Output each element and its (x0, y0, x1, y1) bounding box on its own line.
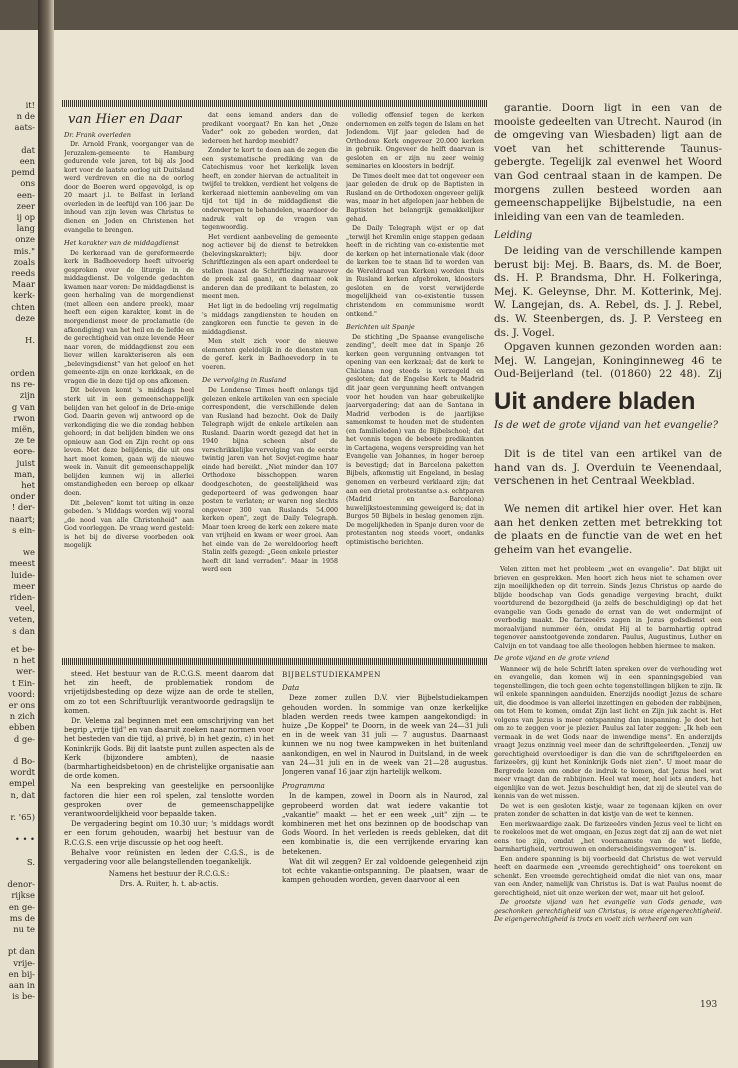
paragraph: Dit is de titel van een artikel van de hand van ds. J. Overduin te Veenendaal, verschenen in het Centraal Weekblad. (494, 448, 722, 488)
intro-text-2 (494, 503, 722, 561)
column-right-top (494, 102, 722, 382)
paragraph: Deze zomer zullen D.V. vier Bijbelstudiekampen gehouden worden. In sommige van onze kerkelijke bladen werden reeds twee kampen aangekondigd: in huize „De Koppel" te Doorn, in de week van 24—31 juli en in de week van 31 juli — 7 augustus. Daarnaast kunnen we nu nog twee kampweken in het buitenland aankondigen, en wel in Naurod in Duitsland, in de week van 24—31 juli en in de week van 21—28 augustus. Jongeren vanaf 16 jaar zijn hartelijk welkom. (282, 694, 488, 777)
paragraph: Wanneer wij de hele Schrift laten spreken over de verhouding wet en evangelie, dan komen wij in een spanningsgebied van tegenstellingen, die toch geen echte tegenstellingen blijken te zijn. Ik wil enkele spanningen aanduiden. Enerzijds noodigt Jezus de schare uit, die doodmoe is van allerlei inzettingen en geboden der rabbijnen, om tot Hem te komen, omdat Zijn last licht en Zijn juk zacht is. Het volgens van Jezus is meer ontspanning dan inspanning. Je doet het om zo te zeggen voor je plezier. Paulus zal later zeggen: „Ik heb een vermaak in de wet Gods naar de inwendige mens". En anderzijds vraagt Jezus onzinnig veel meer dan de schriftgeleerden. „Tenzij uw gerechtigheid overvloediger is dan die van de schriftgeleerden en farizeeërs, gij kunt het Koninkrijk Gods niet zien". U moet maar de Bergrede lezen om onder de indruk te komen, dat Jezus heel wat meer vraagt dan de rabbijnen. Heel wat meer, heel iets anders, het eigenlijke van de wet. Jezus beschuldigt hen, dat zij de sleutel van de kennis van de wet missen. (494, 664, 722, 800)
paragraph: garantie. Doorn ligt in een van de mooiste gedeelten van Utrecht. Naurod (in de omgeving van Wiesbaden) ligt aan de voet van het schitterende Taunus-gebergte. Tegelijk zal evenwel het Woord van God centraal staan in de kampen. De morgens zullen besteed worden aan gemeenschappelijke Bijbelstudie, na een inleiding van een van de teamleden. (494, 102, 722, 223)
magazine-page (54, 30, 738, 1068)
paragraph: De Londense Times heeft onlangs tijd gelezen enkele artikelen van een speciale correspondent, die verschillende delen van Rusland had bezocht. Ook de Daily Telegraph wijdt de enkele artikelen aan Rusland. Daarin wordt gezegd dat het in 1940 bijna scheen alsof de verschrikkelijke vervolging van de eerste twintig jaren van het Sovjet-regime haar einde had bereikt. „Niet minder dan 107 Orthodoxe bisschoppen waren doodgeschoten, de geestelijkheid was gedeporteerd of was gedwongen haar posten te verlaten; er waren nog slechts ongeveer 300 van Ruslands 54.000 kerken open", zegt de Daily Telegraph. Maar toen kreeg de kerk een zekere mate van vrijheid en kwam er weer groei. Aan het einde van de 2e wereldoorlog heeft Stalin zelfs gezegd: „Geen enkele priester heeft dit land verraden". Maar in 1958 werd een (202, 386, 338, 574)
heading-spanje: Berichten uit Spanje (346, 323, 415, 332)
paragraph: De wet is een gesloten kistje, waar ze tegenaan kijken en over praten zonder de schatten in dat kistje van de wet te kennen. (494, 801, 722, 818)
column-title: van Hier en Daar (68, 112, 182, 127)
heading-programma: Programma (282, 781, 325, 791)
paragraph: Wat dit wil zeggen? Er zal voldoende gelegenheid zijn tot echte vakantie-ontspanning. De plaatsen, waar de kampen gehouden worden, geven daarvoor al een (282, 857, 488, 885)
prev-fragment-lower: et be- n het wer- t Ein- voord: er ons n zich ebben d ge- d Bo- wordt empel n, dat r. '65) • • • S. denor- rijkse en ge- ms de nu te pt dan vrije- en bij- aan in is be- (7, 644, 35, 1002)
paragraph: We nemen dit artikel hier over. Het kan aan het denken zetten met betrekking tot de plaats en de functie van de wet en het geheim van het evangelie. (494, 503, 722, 556)
paragraph: Het verdient aanbeveling de gemeente nog actiever bij de dienst te betrekken (belevingskarakter); bijv. door Schriftlezingen als een apart onderdeel te stellen (naast de Schriftlezing waarover de preek zal gaan), en daarnaar ook anderen dan de predikant te belasten, zo meent men. (202, 233, 338, 301)
paragraph: Dr. Velema zal beginnen met een omschrijving van het begrip „vrije tijd" en van daaruit zoeken naar normen voor het besteden van die tijd, a) privé, b) in het gezin, c) in het Koninkrijk Gods. Bij dit laatste punt zullen aspecten als de Kerk (bijzondere ambten), de naasie (barmhartigheidsbetoon) en de christelijke organisatie aan de orde komen. (64, 717, 274, 781)
paragraph: volledig offensief tegen de kerken ondernomen en zelfs tegen de Islam en het Jodendom. Vijf jaar geleden had de Orthodoxe Kerk ongeveer 20.000 kerken in gebruik. Ongeveer de helft daarvan is gesloten en er zijn nu zeer weinig seminaries en kloosters in bedrijf. (346, 112, 484, 171)
paragraph: Velen zitten met het probleem „wet en evangelie". Dat blijkt uit brieven en gesprekken. Men hoort zich heus niet te schamen over zijn moeilijkheden op dit terrein. Sinds Jezus Christus op aarde de blijde boodschap van Gods genadige vergeving bracht, duikt voortdurend de bezorgdheid (ja zelfs de beschuldiging) op dat het evangelie van Gods genade de ernst van de wet ondermijnt of overbodig maakt. De farizeeërs zagen in Jezus godsdienst een moraalvijand nummer één, omdat Hij al te barmhartig optrad tegenover aanstootgevende zondaren. Paulus, Augustinus, Luther en Calvijn en tot vandaag toe alle theologen hebben hiermee te maken. (494, 565, 722, 650)
paragraph: Een andere spanning is bij voorbeeld dat Christus de wet vervuld heeft en daarmede een „vreemde gerechtigheid" ons toerekent en schenkt. Een vreemde gerechtigheid omdat die niet van ons, maar van een Ander, namelijk van Christus is. Dat is wat Paulus noemt de gerechtigheid, niet uit onze werken der wet, maar uit het geloof. (494, 854, 722, 897)
paragraph: Behalve voor reünisten en leden der C.G.S., is de vergadering voor alle belangstellenden toegankelijk. (64, 848, 274, 867)
heading-rusland: De vervolging in Rusland (202, 376, 287, 385)
paragraph: Een merkwaardige zaak. De farizeeërs vinden Jezus veel te licht en te roekeloos met de wet omgaan, en Jezus zegt dat zij aan de wet niet eens toe zijn, omdat „het voornaamste van de wet liefde, barmhartigheid, vertrouwen en onderscheidingsvermogen" is. (494, 819, 722, 853)
signature-line: Namens het bestuur der R.C.G.S.: (108, 870, 230, 879)
prev-fragment-top: it! n de aats- dat een pemd ons een- zeer ij op lang onze mis." zoals reeds Maar kerk- chten deze H. (11, 100, 35, 346)
section-deck: Is de wet de grote vijand van het evangelie? (494, 420, 718, 431)
heading-data: Data (282, 683, 300, 693)
heading-middagdienst: Het karakter van de middagdienst (64, 239, 179, 248)
heading-dr-frank: Dr. Frank overleden (64, 130, 132, 139)
prev-fragment-middle: orden ns re- zijn g van rwon miën, ze te eore- juist man, het onder ! der- naart; s ein- we meest luide- meer riden- veel, veten, s dan (8, 368, 35, 636)
page-number: 193 (700, 1000, 718, 1010)
paragraph: De vergadering begint om 10.30 uur; 's middags wordt er een forum gehouden, waarbij het bestuur van de R.C.G.S. een vrije discussie op het oog heeft. (64, 820, 274, 847)
paragraph: Men stelt zich voor de nieuwe elementen geleidelijk in de diensten van de geref. kerk in Badhoevedorp in te voeren. (202, 338, 338, 371)
heading-leiding: Leiding (494, 230, 533, 242)
paragraph: De Daily Telegraph wijst er op dat „terwijl het Kremlin enige stappen gedaan heeft in de richting van co-existentie met de kerken op het internationale vlak (door de kerken toe te staan lid te worden van de Wereldraad van Kerken) worden thuis in Rusland kerken afgebroken, kloosters gesloten en de vorst verwijderde mogelijkheid van co-existentie tussen christendom en communisme wordt ontkend." (346, 225, 484, 318)
paragraph: Na een bespreking van geestelijke en persoonlijke factoren die hier een rol spelen, zal tenslotte worden gesproken over de gemeenschappelijke verantwoordelijkheid voor bepaalde taken. (64, 782, 274, 819)
article-title: BIJBELSTUDIEKAMPEN (282, 670, 381, 679)
column-rcgs (64, 670, 274, 1000)
signature-name: Drs. A. Ruiter, h. t. ab-actis. (119, 880, 219, 889)
paragraph: De leiding van de verschillende kampen berust bij: Mej. B. Baars, ds. M. de Boer, ds. H. P. Brandsma, Dhr. H. Folkeringa, Mej. K. Geleynse, Dhr. M. Kotterink, Mej. W. Langejan, ds. A. Rebel, ds. J. J. Rebel, ds. W. Steenbergen, ds. J. P. Versteeg en ds. J. Vogel. (494, 244, 722, 339)
paragraph: dat eens iemand anders dan de predikant voorgaat? En kan het „Onze Vader" ook zo gebeden worden, dat iedereen het hardop meebidt? (202, 112, 338, 145)
column-two (202, 112, 338, 702)
paragraph: Opgaven kunnen gezonden worden aan: Mej. W. Langejan, Koninginneweg 46 te Oud-Beijerland (tel. (01860) 22 48). Zij (494, 341, 722, 381)
paragraph: Dit beleven komt 's middags heel sterk uit in een gemeenschappelijk belijden van het geloof in de Drie-enige God. Daarin geven wij antwoord op de verkondiging die we die zondag hebben gehoord; in dat belijden binden we ons opnieuw aan God en Zijn recht op ons leven. Met deze belijdenis, die uit ons hart moet komen, gaan wij de nieuwe week in. Vanuit dit gemeenschappelijk belijden kunnen wij in allerlei omstandigheden een beroep op elkaar doen. (64, 387, 194, 497)
paragraph: Het ligt in de bedoeling vrij regelmatig 's middags zangdiensten te houden en zangkoren een functie te geven in de middagdienst. (202, 303, 338, 336)
column-three (346, 112, 484, 702)
paragraph: Dr. Arnold Frank, voorganger van de Jeruzalem-gemeente te Hamburg gedurende vele jaren, tot bij als Jood kort voor de laatste oorlog uit Duitsland werd verdreven en die na de oorlog door de Boeren werd opgevolgd, is op 20 maart j.l. te Belfast in Ierland overleden in de leeftijd van 106 jaar. De inhoud van zijn leven was Christus te dienen en Joden en Christenen het evangelie te brengen. (64, 141, 194, 234)
paragraph: steed. Het bestuur van de R.C.G.S. meent daarom dat het zin heeft, de problematiek rondom de vrijetijdsbesteding op deze wijze aan de orde te stellen, om zo tot een Schriftuurlijk verantwoorde gedragslijn te komen. (64, 670, 274, 715)
paragraph: De stichting „De Spaanse evangelische zending", deelt mee dat in Spanje 26 kerken geen vergunning ontvangen tot opening van een kerkzaal; dat de kerk te Chiclana nog steeds is verzegeld en gesloten; dat de Engelse Kerk te Madrid dit jaar geen vergunning heeft ontvangen voor het houden van haar gebruikelijke jaarvergadering; dat aan de Santana in Madrid verboden is de jaarlijkse samenkomst te houden met de studenten (en familieleden) van de Bijbelschool; dat het vonnis tegen de beboete predikanten in Cartagena, wegens verspreiding van het Evangelie van Johannes, in hoger beroep is bevestigd; dat in Barcelona paketten Bijbels, afkomstig uit Engeland, in beslag genomen en verbeurd verklaard zijn; dat aan een drietal protestantse a.s. echtparen (Madrid en Barcelona) huwelijkstoestemming geweigerd is; dat in Burgos 50 Bijbels in beslag genomen zijn. De mogelijkheden in Spanje duren voor de protestanten nog steeds voort, ondanks optimistische berichten. (346, 333, 484, 546)
column-bijbelstudiekampen (282, 666, 488, 1006)
paragraph: In de kampen, zowel in Doorn als in Naurod, zal geprobeerd worden dat wat iedere vakantie tot „vakantie" maakt — het er een week „uit" zijn — te kombineren met het ons bezinnen op de boodschap van Gods Woord. In het verleden is reeds gebleken, dat dit een kombinatie is, die een verrijkende ervaring kan betekenen. (282, 792, 488, 856)
paragraph: De kerkeraad van de gereformeerde kerk in Badhoevedorp heeft uitvoerig gesproken over de liturgie in de middagdienst. De volgende gedachten kwamen naar voren: De middagdienst is geen herhaling van de morgendienst (met alleen een andere preek), maar heeft een eigen karakter, komt in de morgendienst meer de proclamatie (de afkondiging) van het heil en de liefde en de gerechtigheid van onze levende Heer naar voren, de middagdienst zou een liever willen karakteriseren als een „belevingsdienst" van het geloof en het gemeente-zijn en onze kerkkaak, en de vragen die in deze tijd op ons afkomen. (64, 249, 194, 385)
paragraph: Dit „beleven" komt tot uiting in onze gebeden. 's Middags worden wij vooral „de nood van alle Christenheid" aan God voorleggen. De vraag werd gesteld: is het bij de diverse voorbeden ook mogelijk (64, 499, 194, 550)
paragraph: De Times deelt mee dat tot ongeveer een jaar geleden de druk op de Baptisten in Rusland en de Orthodoxen ongeveer gelijk was, maar in het afgelopen jaar hebben de Baptisten het belangrijk gemakkelijker gehad. (346, 172, 484, 223)
section-title: Uit andere bladen (494, 388, 696, 415)
previous-page-edge (0, 30, 38, 1060)
middle-rule (62, 658, 488, 665)
book-gutter (38, 0, 54, 1068)
paragraph: Zonder te kort te doen aan de zegen die een systematische prediking van de Catechismus voor het kerkelijk leven heeft, en zonder hiervan de actualiteit in twijfel te trekken, verdient het volgens de kerkeraad niettemin aanbeveling om van tijd tot tijd in de middagdienst die onderwerpen te behandelen, waardoor de nadruk valt op de vragen van tegenwoordig. (202, 147, 338, 232)
article-body (494, 565, 722, 995)
paragraph: De grootste vijand van het evangelie van Gods genade, van geschonken gerechtigheid van Christus, is onze eigengerechtigheid. De eigengerechtigheid is trots en voelt zich verheerd om van (494, 898, 722, 923)
intro-text (494, 448, 722, 510)
top-rule-left (62, 100, 488, 107)
heading-grote-vijand: De grote vijand en de grote vriend (494, 654, 610, 662)
section-uit-andere-bladen (494, 382, 722, 435)
column-van-hier-en-daar (64, 112, 194, 702)
